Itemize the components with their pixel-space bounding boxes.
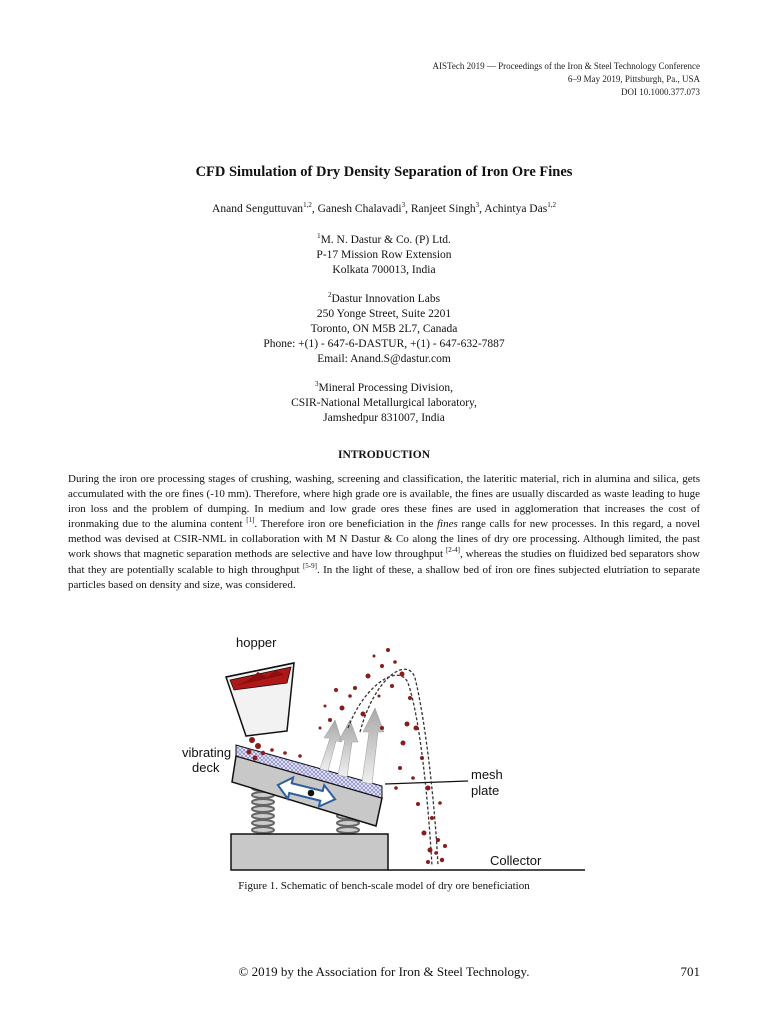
- figure-caption: Figure 1. Schematic of bench-scale model of dry ore beneficiation: [238, 880, 530, 892]
- conference-name: AISTech 2019 — Proceedings of the Iron & Steel Technology Conference: [432, 61, 700, 71]
- author-affiliation-mark: 1,2: [547, 201, 556, 209]
- paper-title: CFD Simulation of Dry Density Separation of Iron Ore Fines: [195, 164, 573, 180]
- contact-email: Email: Anand.S@dastur.com: [317, 353, 451, 365]
- citation: [1]: [246, 516, 255, 525]
- author-affiliation-mark: 1,2: [303, 201, 312, 209]
- author-name: Achintya Das: [484, 203, 548, 215]
- label-deck: deck: [192, 760, 220, 775]
- author-name: Anand Senguttuvan: [212, 203, 304, 215]
- doi: DOI 10.1000.377.073: [621, 87, 700, 97]
- label-hopper: hopper: [236, 635, 277, 650]
- running-header: [432, 60, 700, 99]
- label-mesh: mesh: [471, 767, 503, 782]
- affiliation-2: $^2$Dastur Innovation Labs 250 Yonge Street, Suite 2201 Toronto, ON M5B 2L7, Canada Phone: +(1) - 647-6-DASTUR, +(1) - 647-632-7887 Email: Anand.S@dastur.com: [0, 292, 768, 367]
- author-list: Anand Senguttuvan$^{1,2}$, Ganesh Chalavadi$^3$, Ranjeet Singh$^3$, Achintya Das$^{1,2}$: [212, 201, 556, 215]
- citation: [2-4]: [445, 546, 460, 555]
- hopper: [226, 663, 294, 736]
- copyright-footer: © 2019 by the Association for Iron & Steel Technology.: [238, 964, 530, 979]
- citation: [5-9]: [302, 561, 317, 570]
- page-number: 701: [680, 964, 700, 979]
- affiliation-1: $^1$M. N. Dastur & Co. (P) Ltd. P-17 Mission Row Extension Kolkata 700013, India: [316, 232, 452, 276]
- label-plate: plate: [471, 783, 500, 798]
- author-affiliation-mark: 3: [401, 201, 406, 209]
- mesh-pointer-line: [385, 781, 468, 784]
- author-name: Ranjeet Singh: [410, 203, 476, 215]
- author-affiliation-mark: 3: [475, 201, 480, 209]
- base-block: [231, 834, 388, 870]
- figure-schematic: [170, 628, 610, 878]
- conference-dates: 6–9 May 2019, Pittsburgh, Pa., USA: [567, 74, 700, 84]
- label-vibrating: vibrating: [182, 745, 232, 760]
- author-name: Ganesh Chalavadi: [317, 203, 402, 215]
- label-collector: Collector: [490, 853, 542, 868]
- intro-paragraph: During the iron ore processing stages of crushing, washing, screening and classification, the lateritic material, rich in alumina and silica, gets accumulated with the ore fines (-10 mm). Therefore, where high grade ore is available, the fines are usually discarded as waste leading to huge iron loss and the problem of dumping. In medium and low grade ores these fines are used in agglomeration that increases the cost of ironmaking due to the alumina content [1]. Therefore iron ore beneficiation in the fines range calls for new processes. In this regard, a novel method was devised at CSIR-NML in collaboration with M N Dastur & Co along the lines of dry ore processing. Although limited, the past work shows that magnetic separation methods are selective and have low throughput [2-4], whereas the studies on fluidized bed separators show that they are potentially scalable to high throughput [5-9]. In the light of these, a shallow bed of iron ore fines subjected elutriation to separate particles based on density and size, was considered.: [68, 473, 701, 591]
- affiliation-3: $^3$Mineral Processing Division, CSIR-National Metallurgical laboratory, Jamshedpur 831007, India: [291, 380, 477, 424]
- section-heading: INTRODUCTION: [337, 449, 430, 461]
